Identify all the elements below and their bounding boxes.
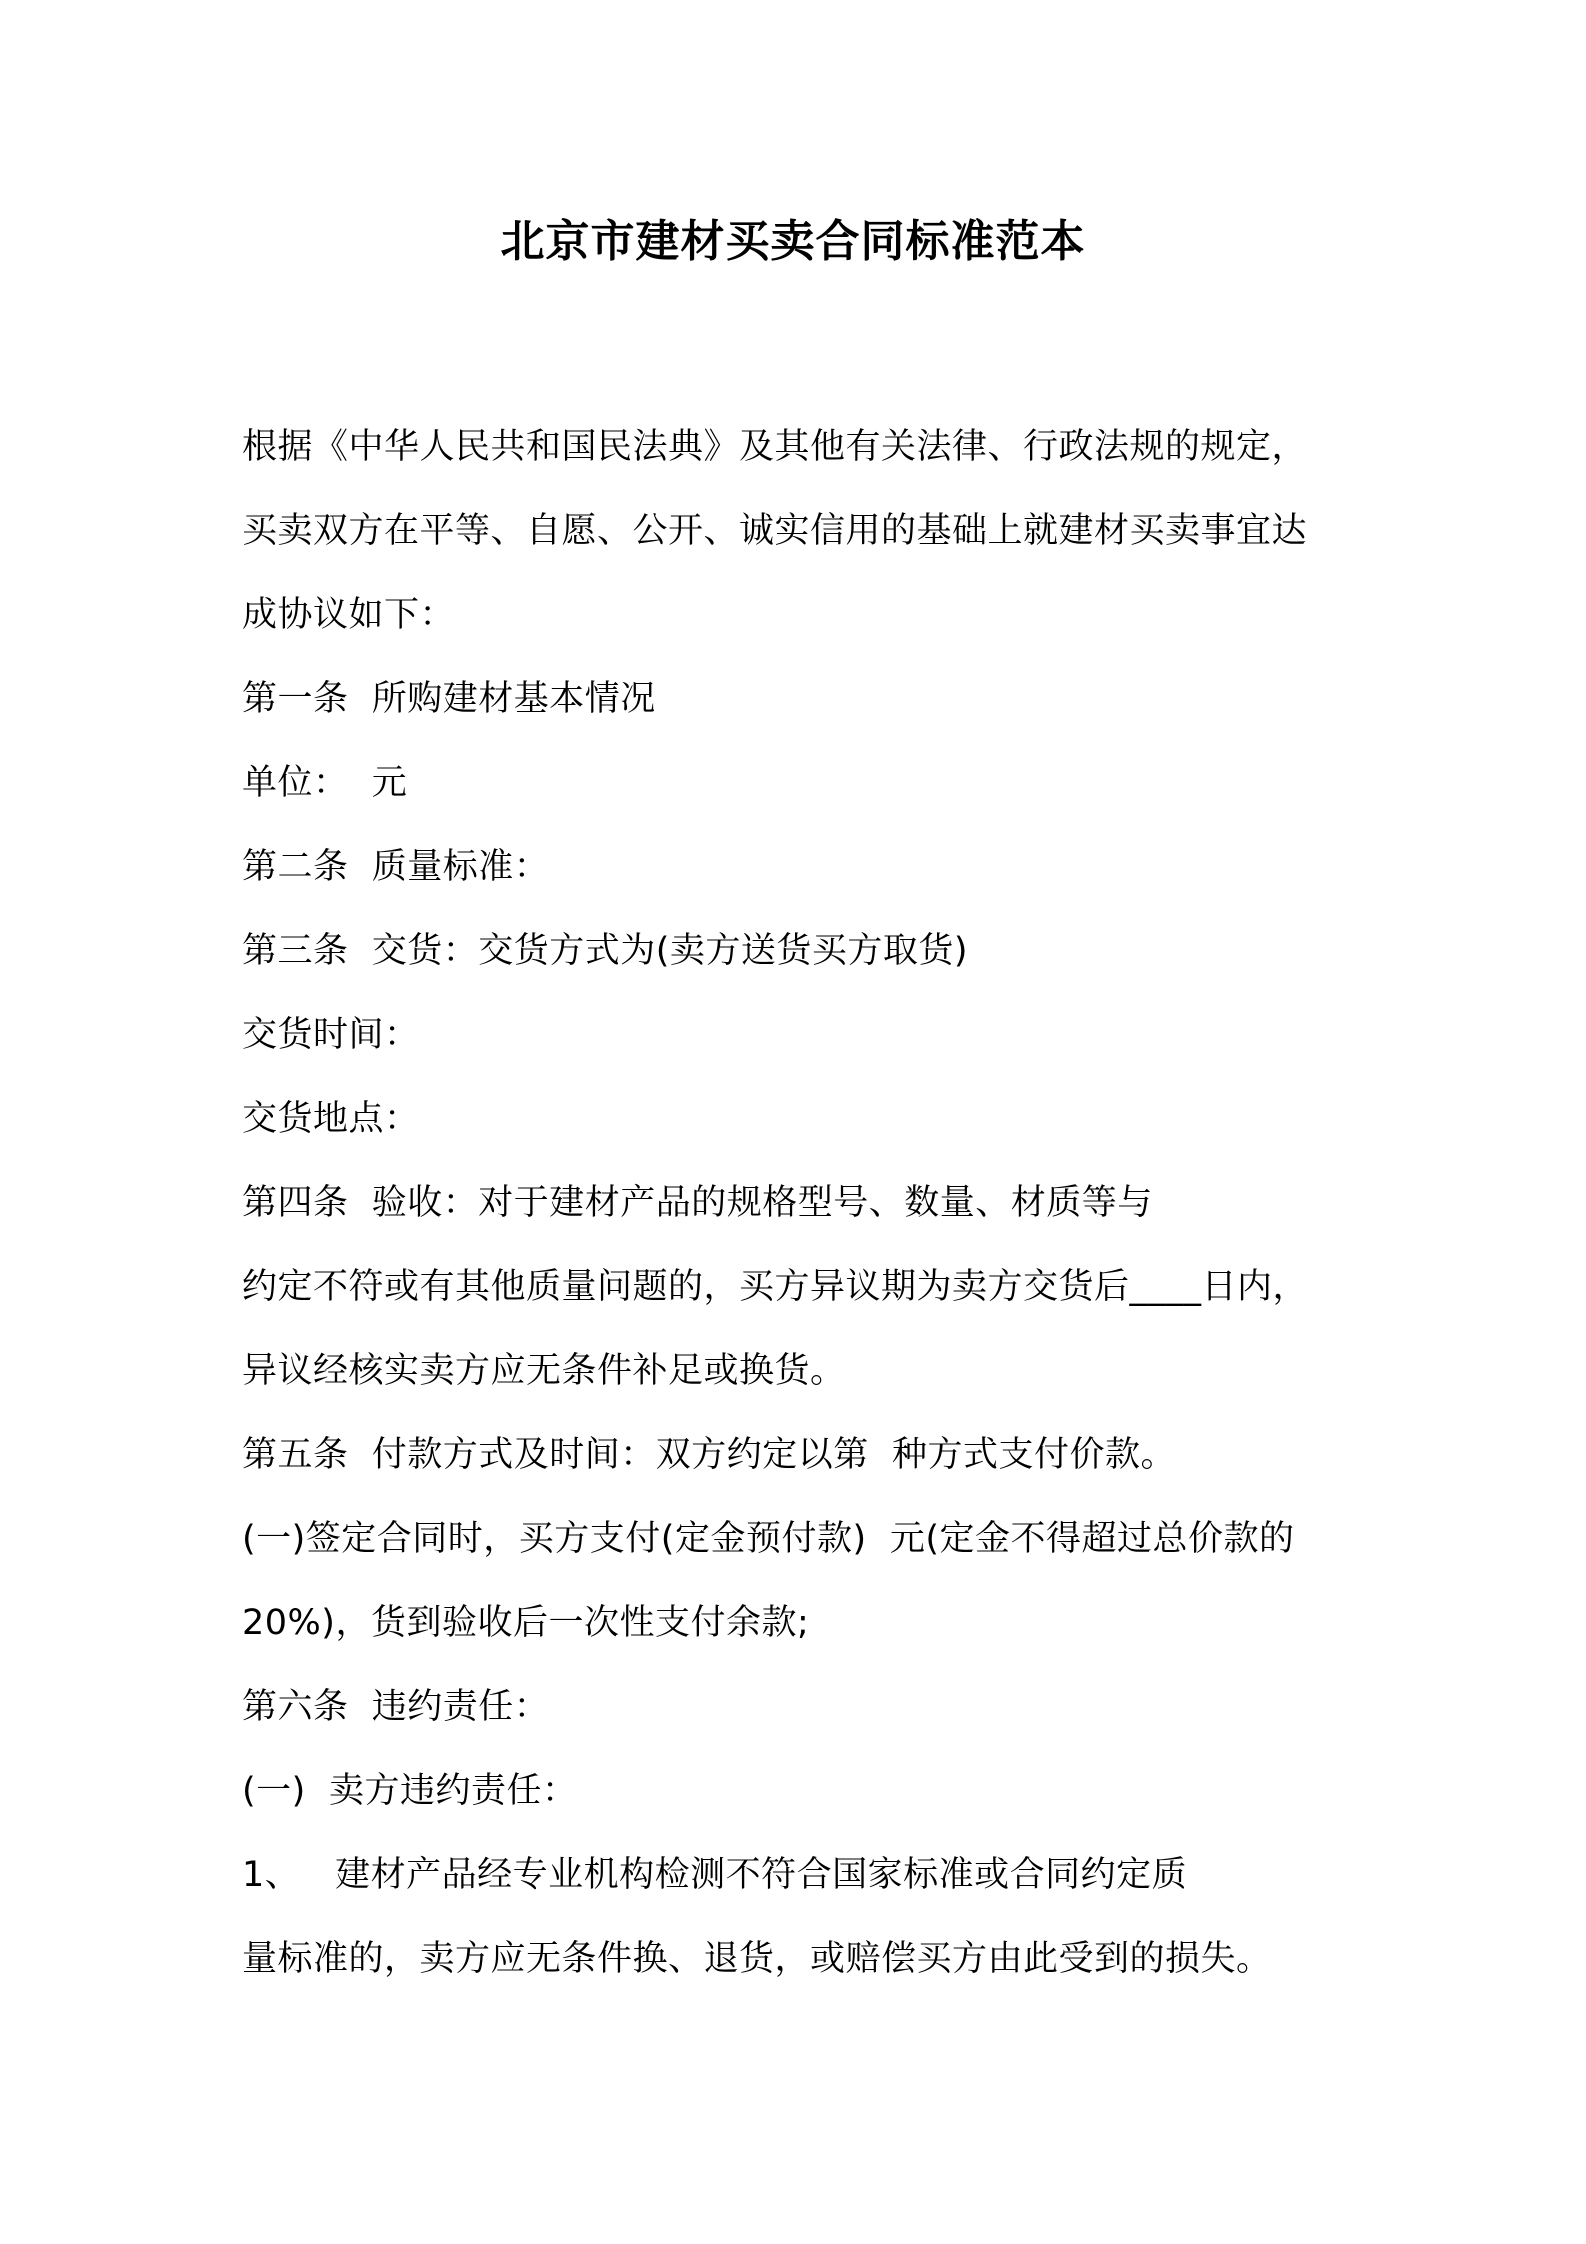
article-heading: 第五条 付款方式及时间：双方约定以第 种方式支付价款。	[242, 1435, 1177, 1475]
subsection-heading: (一) 卖方违约责任：	[242, 1771, 578, 1811]
paragraph-line: 成协议如下：	[242, 595, 456, 635]
paragraph-line: 交货时间：	[242, 1015, 420, 1055]
paragraph-line: (一)签定合同时，买方支付(定金预付款) 元(定金不得超过总价款的	[242, 1519, 1295, 1559]
paragraph-line: 20%)，货到验收后一次性支付余款;	[242, 1603, 810, 1643]
list-item: 1、 建材产品经专业机构检测不符合国家标准或合同约定质	[242, 1855, 1188, 1895]
article-heading: 第三条 交货：交货方式为(卖方送货买方取货)	[242, 931, 969, 971]
article-heading: 第六条 违约责任：	[242, 1687, 550, 1727]
paragraph-line: 约定不符或有其他质量问题的，买方异议期为卖方交货后____日内，	[242, 1267, 1309, 1307]
paragraph-line: 量标准的，卖方应无条件换、退货，或赔偿买方由此受到的损失。	[242, 1939, 1272, 1979]
document-title: 北京市建材买卖合同标准范本	[500, 216, 1086, 267]
paragraph-line: 买卖双方在平等、自愿、公开、诚实信用的基础上就建材买卖事宜达	[242, 511, 1308, 551]
article-heading: 第四条 验收：对于建材产品的规格型号、数量、材质等与	[242, 1183, 1153, 1223]
paragraph-line: 单位： 元	[242, 763, 408, 803]
paragraph-line: 根据《中华人民共和国民法典》及其他有关法律、行政法规的规定，	[242, 427, 1308, 467]
paragraph-line: 异议经核实卖方应无条件补足或换货。	[242, 1351, 846, 1391]
paragraph-line: 交货地点：	[242, 1099, 420, 1139]
document-body	[242, 405, 1372, 2001]
article-heading: 第二条 质量标准：	[242, 847, 550, 887]
article-heading: 第一条 所购建材基本情况	[242, 679, 656, 719]
